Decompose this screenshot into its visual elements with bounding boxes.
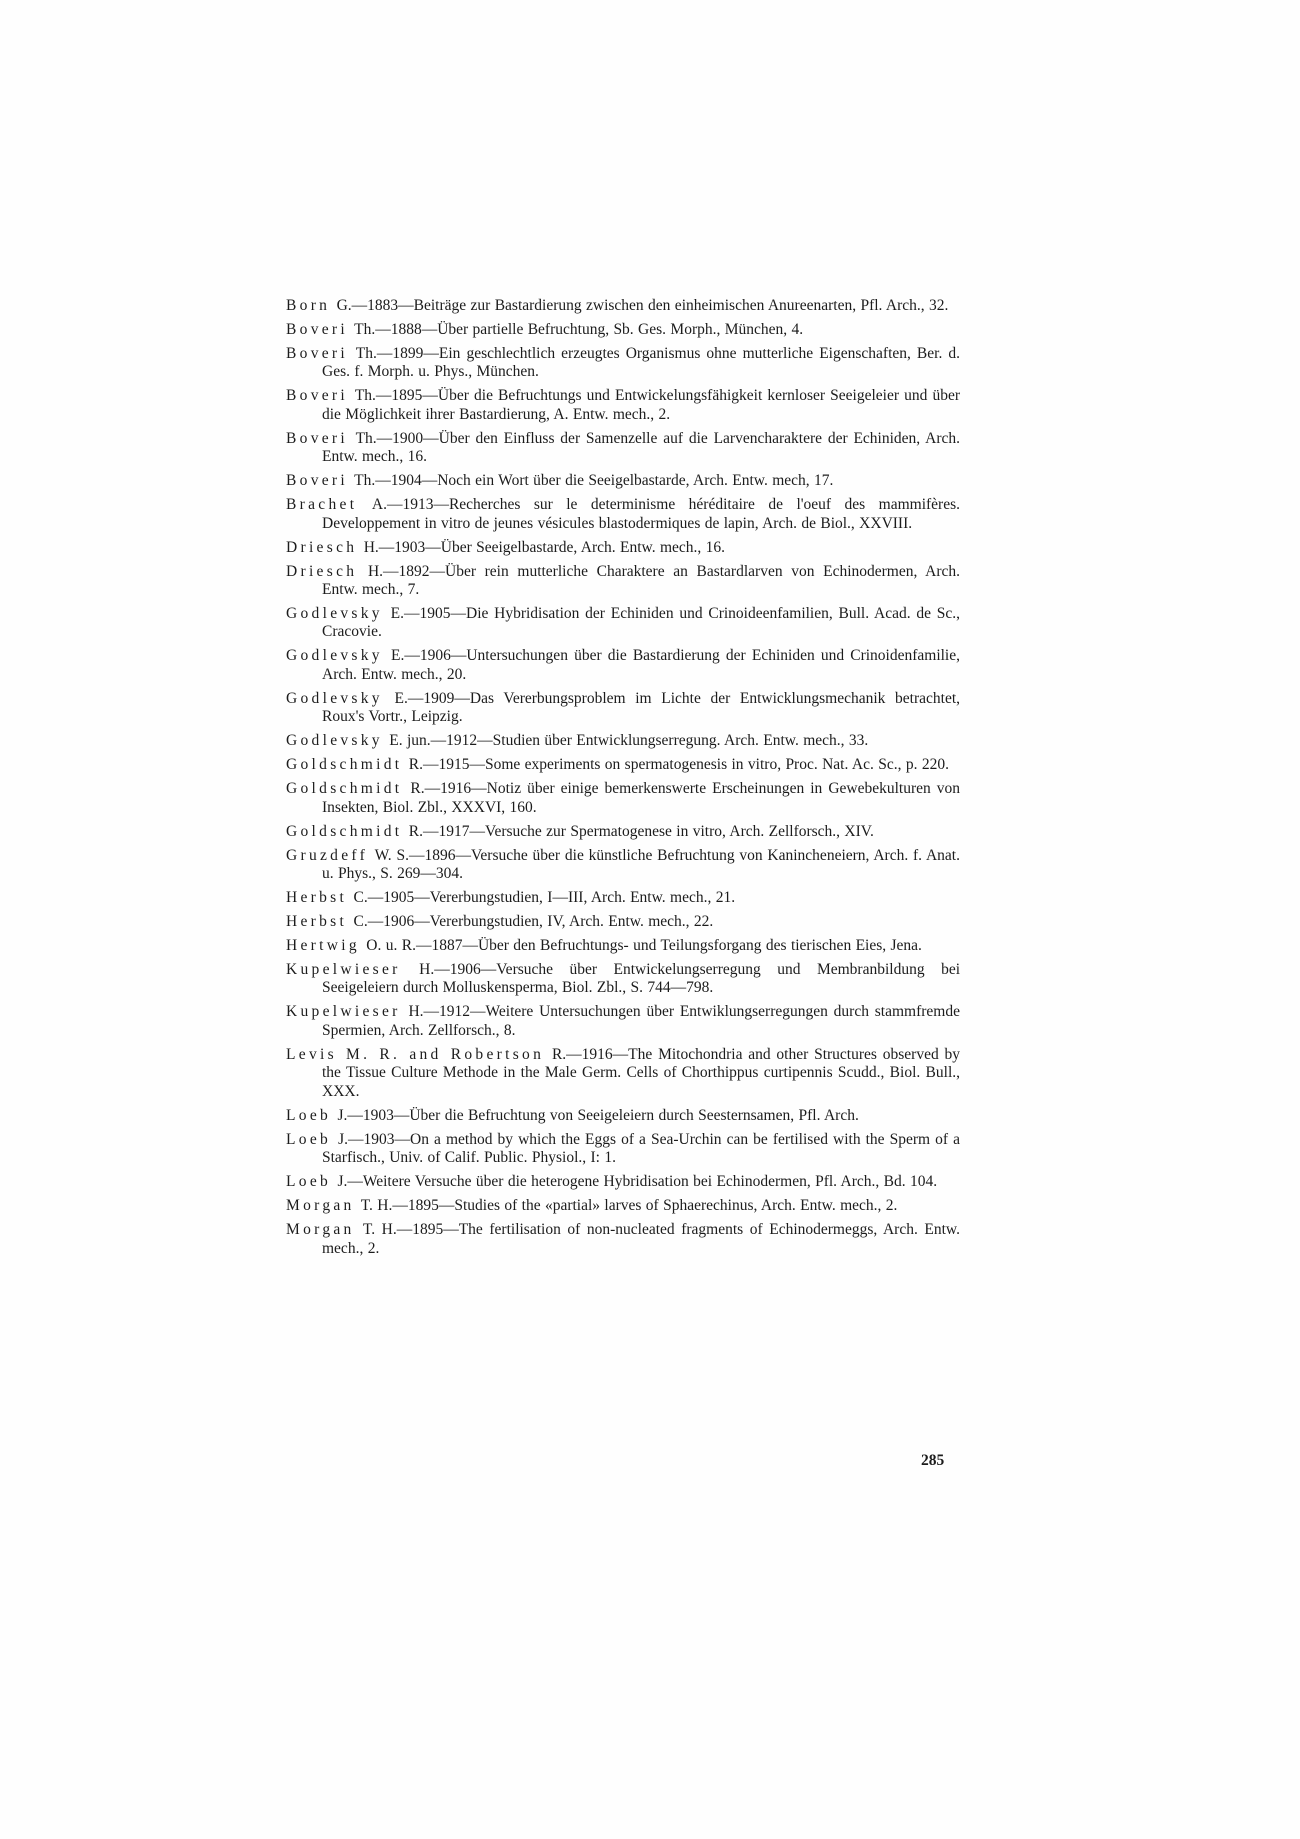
bibliography-entry [286,472,960,490]
entry-text: E.—1906—Untersuchungen über die Bastardierung der Echiniden und Crinoidenfamilie, Arch. Entw. mech., 20. [322,647,960,683]
entry-author: Godlevsky [286,732,383,750]
entry-author: Brachet [286,496,358,514]
bibliography-entry [286,1046,960,1101]
entry-author: Loeb [286,1130,332,1148]
entry-text: H.—1903—Über Seeigelbastarde, Arch. Entw. mech., 16. [363,538,726,556]
entry-author: Kupelwieser [286,961,401,979]
bibliography-entry [286,345,960,382]
entry-text: Th.—1895—Über die Befruchtungs und Entwickelungsfähigkeit kernloser Seeigeleier und über die Möglichkeit ihrer Bastardierung, A. Entw. mech., 2. [322,387,960,423]
bibliography-entry [286,732,960,750]
entry-text: J.—1903—Über die Befruchtung von Seeigeleiern durch Seesternsamen, Pfl. Arch. [337,1106,859,1124]
entry-text: Th.—1900—Über den Einfluss der Samenzelle auf die Larvencharaktere der Echiniden, Arch. Entw. mech., 16. [322,429,960,466]
entry-author: Boveri [286,387,348,405]
bibliography-entry [286,321,960,339]
bibliography-entry [286,823,960,841]
bibliography-entry [286,1197,960,1215]
entry-text: Th.—1888—Über partielle Befruchtung, Sb. Ges. Morph., München, 4. [354,321,804,338]
entry-author: Goldschmidt [286,756,403,774]
entry-text: A.—1913—Recherches sur le determinisme héréditaire de l'oeuf des mammifères. Developpement in vitro de jeunes vésicules blastodermiques de lapin, Arch. de Biol., XXVIII. [322,496,960,532]
entry-text: Th.—1904—Noch ein Wort über die Seeigelbastarde, Arch. Entw. mech, 17. [354,472,834,490]
entry-author: Herbst [286,913,348,931]
entry-author: Godlevsky [286,689,383,707]
entry-text: R.—1916—Notiz über einige bemerkenswerte Erscheinungen in Gewebekulturen von Insekten, Biol. Zbl., XXXVI, 160. [322,780,961,816]
entry-author: Herbst [286,889,348,907]
entry-author: Levis M. R. and Robertson [286,1045,545,1063]
bibliography-entry [286,913,960,931]
bibliography-entry [286,1221,960,1258]
entry-author: Morgan [286,1221,355,1239]
entry-author: Driesch [286,562,358,580]
entry-text: J.—Weitere Versuche über die heterogene Hybridisation bei Echinodermen, Pfl. Arch., Bd. 104. [337,1173,938,1191]
bibliography-entry [286,961,960,998]
bibliography-entry [286,563,960,600]
bibliography-entry [286,647,960,684]
bibliography-entry [286,387,960,424]
entry-author: Morgan [286,1197,355,1215]
entry-author: Goldschmidt [286,822,403,840]
entry-text: H.—1892—Über rein mutterliche Charaktere an Bastardlarven von Echinodermen, Arch. Entw. mech., 7. [322,562,960,599]
entry-author: Born [286,297,331,314]
entry-text: W. S.—1896—Versuche über die künstliche Befruchtung von Kanincheneiern, Arch. f. Anat. u. Phys., S. 269—304. [322,846,960,883]
entry-author: Loeb [286,1173,332,1191]
entry-text: T. H.—1895—Studies of the «partial» larves of Sphaerechinus, Arch. Entw. mech., 2. [360,1197,898,1215]
entry-author: Hertwig [286,937,360,955]
bibliography-entry [286,1173,960,1191]
page-number: 285 [921,1452,945,1469]
entry-text: E. jun.—1912—Studien über Entwicklungserregung. Arch. Entw. mech., 33. [389,732,869,750]
entry-author: Boveri [286,472,348,490]
entry-text: R.—1915—Some experiments on spermatogenesis in vitro, Proc. Nat. Ac. Sc., p. 220. [408,756,949,774]
entry-author: Gruzdeff [286,846,369,864]
entry-text: G.—1883—Beiträge zur Bastardierung zwischen den einheimischen Anureenarten, Pfl. Arch., 32. [336,297,949,314]
entry-text: R.—1916—The Mitochondria and other Structures observed by the Tissue Culture Methode in the Male Germ. Cells of Chorthippus curtipennis Scudd., Biol. Bull., XXX. [322,1045,961,1100]
bibliography-entry [286,889,960,907]
entry-author: Driesch [286,538,358,556]
entry-text: C.—1906—Vererbungstudien, IV, Arch. Entw. mech., 22. [353,913,714,931]
entry-text: R.—1917—Versuche zur Spermatogenese in vitro, Arch. Zellforsch., XIV. [408,822,874,840]
entry-author: Boveri [286,429,348,447]
bibliography-entry [286,1131,960,1168]
entry-author: Godlevsky [286,647,383,665]
entry-text: Th.—1899—Ein geschlechtlich erzeugtes Organismus ohne mutterliche Eigenschaften, Ber. d. Ges. f. Morph. u. Phys., München. [322,345,960,381]
bibliography-list [286,297,960,1264]
entry-author: Kupelwieser [286,1003,401,1021]
bibliography-entry [286,430,960,467]
entry-text: E.—1909—Das Vererbungsproblem im Lichte der Entwicklungsmechanik betrachtet, Roux's Vortr., Leipzig. [322,689,961,726]
bibliography-entry [286,496,960,533]
entry-text: E.—1905—Die Hybridisation der Echiniden und Crinoideenfamilien, Bull. Acad. de Sc., Cracovie. [322,605,961,641]
entry-text: T. H.—1895—The fertilisation of non-nucleated fragments of Echinodermeggs, Arch. Entw. mech., 2. [322,1221,960,1257]
bibliography-entry [286,539,960,557]
entry-author: Boveri [286,321,348,338]
bibliography-entry [286,780,960,817]
bibliography-entry [286,690,960,727]
bibliography-entry [286,756,960,774]
entry-text: C.—1905—Vererbungstudien, I—III, Arch. Entw. mech., 21. [353,889,736,907]
bibliography-entry [286,605,960,642]
bibliography-entry [286,297,960,315]
entry-author: Goldschmidt [286,780,403,798]
entry-author: Godlevsky [286,605,383,623]
entry-text: H.—1912—Weitere Untersuchungen über Entwiklungserregungen durch stammfremde Spermien, Arch. Zellforsch., 8. [322,1003,960,1039]
entry-author: Boveri [286,345,348,362]
entry-text: J.—1903—On a method by which the Eggs of a Sea-Urchin can be fertilised with the Sperm of a Starfisch., Univ. of Calif. Public. Physiol., I: 1. [322,1130,960,1167]
entry-author: Loeb [286,1106,332,1124]
bibliography-entry [286,937,960,955]
bibliography-entry [286,1003,960,1040]
bibliography-entry [286,1107,960,1125]
entry-text: O. u. R.—1887—Über den Befruchtungs- und Teilungsforgang des tierischen Eies, Jena. [366,937,922,955]
entry-text: H.—1906—Versuche über Entwickelungserregung und Membranbildung bei Seeigeleiern durch Molluskensperma, Biol. Zbl., S. 744—798. [322,961,961,997]
bibliography-entry [286,847,960,884]
